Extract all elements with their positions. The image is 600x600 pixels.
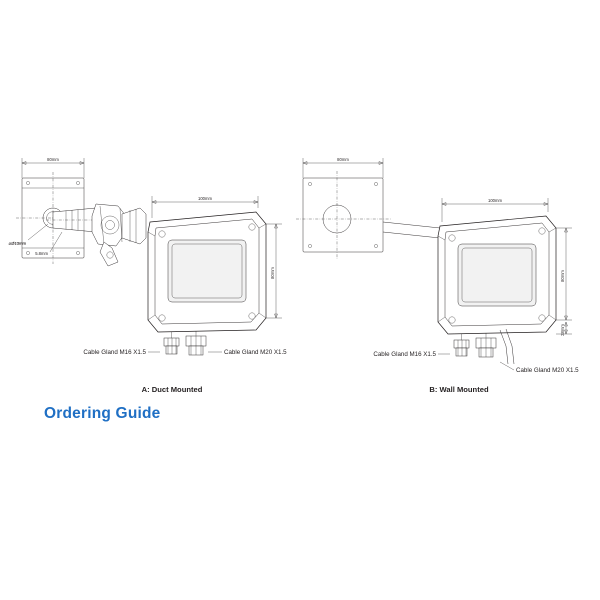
- duct-cable-glands: [83, 331, 287, 356]
- dim-wall-plate-width: [303, 157, 383, 178]
- dim-duct-enclosure-width-text: 100mm: [198, 196, 212, 201]
- wall-mount-arm: [383, 222, 440, 238]
- dim-duct-plate-width-text: 80mm: [47, 157, 59, 162]
- wall-cable-glands: [373, 329, 579, 374]
- wall-enclosure: [438, 216, 556, 334]
- dim-wall-enclosure-height-text: 80mm: [560, 270, 565, 282]
- duct-knuckle-joint: [92, 204, 146, 266]
- dim-wall-enclosure-width-text: 100mm: [488, 198, 502, 203]
- wall-gland-m20: [476, 333, 496, 357]
- dim-duct-probe-length-text: 5.8mm: [35, 251, 48, 256]
- ordering-guide-heading: Ordering Guide: [44, 405, 161, 422]
- duct-gland-m20-label: Cable Gland M20 X1.5: [224, 349, 287, 356]
- duct-mounted-caption: A: Duct Mounted: [141, 385, 203, 394]
- wall-gland-m16-label: Cable Gland M16 X1.5: [373, 351, 436, 358]
- diagram-duct-mounted: [9, 157, 288, 394]
- wall-gland-m20-label: Cable Gland M20 X1.5: [516, 367, 579, 374]
- duct-gland-m20: [186, 331, 206, 355]
- dim-wall-gland-offset: [556, 322, 572, 336]
- dim-duct-enclosure-height: [266, 224, 282, 318]
- wall-gland-m16: [454, 334, 469, 356]
- dim-wall-plate-width-text: 80mm: [337, 157, 349, 162]
- wall-mounted-caption: B: Wall Mounted: [429, 385, 489, 394]
- dim-duct-probe-diameter-text: øØ13mm: [8, 241, 26, 246]
- duct-gland-m16-label: Cable Gland M16 X1.5: [83, 349, 146, 356]
- dim-wall-enclosure-height: [556, 228, 572, 320]
- dim-duct-enclosure-height-text: 80mm: [270, 267, 275, 279]
- dim-wall-gland-offset-text: 28mm: [560, 324, 565, 336]
- duct-enclosure: [148, 212, 266, 332]
- wall-mounting-plate: [296, 171, 392, 259]
- duct-gland-m16: [164, 332, 179, 354]
- diagram-wall-mounted: [296, 157, 579, 394]
